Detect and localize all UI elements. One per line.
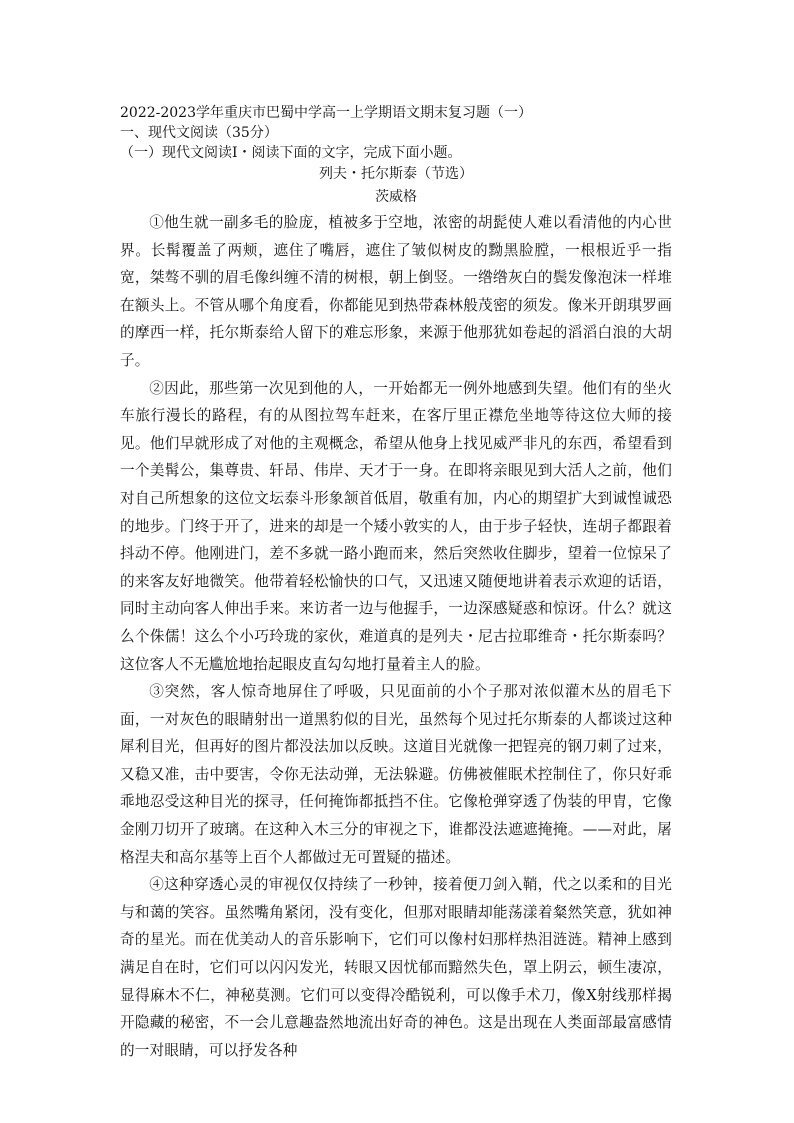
- section-heading: 一、现代文阅读（35分）: [120, 125, 278, 141]
- document-page: [120, 103, 672, 1064]
- paragraph-4: ④这种穿透心灵的审视仅仅持续了一秒钟，接着便刀剑入鞘，代之以柔和的目光与和蔼的笑容。虽然嘴角紧闭，没有变化，但那对眼睛却能荡漾着粲然笑意，犹如神奇的星光。而在优美动人的音乐影响下，它们可以像村妇那样热泪涟涟。精神上感到满足自在时，它们可以闪闪发光，转眼又因忧郁而黯然失色，罩上阴云，顿生凄凉，显得麻木不仁，神秘莫测。它们可以变得冷酷锐利，可以像手术刀，像X射线那样揭开隐藏的秘密，不一会儿意趣盎然地流出好奇的神色。这是出现在人类面部最富感情的一对眼睛，可以抒发各种: [120, 876, 672, 1059]
- article-title: 列夫・托尔斯泰（节选）: [319, 166, 473, 182]
- document-title: 2022-2023学年重庆市巴蜀中学高一上学期语文期末复习题（一）: [120, 105, 532, 121]
- paragraph-3: ③突然，客人惊奇地屏住了呼吸，只见面前的小个子那对浓似灌木丛的眉毛下面，一对灰色的眼睛射出一道黑豹似的目光，虽然每个见过托尔斯泰的人都谈过这种犀利目光，但再好的图片都没法加以反映。这道目光就像一把锃亮的钢刀刺了过来，又稳又准，击中要害，令你无法动弹，无法躲避。仿佛被催眠术控制住了，你只好乖乖地忍受这种目光的探寻，任何掩饰都抵挡不住。它像枪弹穿透了伪装的甲胄，它像金刚刀切开了玻璃。在这种入木三分的审视之下，谁都没法遮遮掩掩。——对此，屠格涅夫和高尔基等上百个人都做过无可置疑的描述。: [120, 683, 672, 866]
- paragraph-1: ①他生就一副多毛的脸庞，植被多于空地，浓密的胡髭使人难以看清他的内心世界。长髯覆盖了两颊，遮住了嘴唇，遮住了皱似树皮的黝黑脸膛，一根根近乎一指宽，桀骜不驯的眉毛像纠缠不清的树根，朝上倒竖。一绺绺灰白的鬓发像泡沫一样堆在额头上。不管从哪个角度看，你都能见到热带森林般茂密的须发。像米开朗琪罗画的摩西一样，托尔斯泰给人留下的难忘形象，来源于他那犹如卷起的滔滔白浪的大胡子。: [120, 214, 672, 369]
- subsection-heading: （一）现代文阅读Ⅰ・阅读下面的文字，完成下面小题。: [120, 145, 462, 161]
- article-author: 茨威格: [375, 189, 417, 205]
- paragraph-2: ②因此，那些第一次见到他的人，一开始都无一例外地感到失望。他们有的坐火车旅行漫长的路程，有的从图拉驾车赶来，在客厅里正襟危坐地等待这位大师的接见。他们早就形成了对他的主观概念，希望从他身上找见威严非凡的东西，希望看到一个美髯公，集尊贵、轩昂、伟岸、天才于一身。在即将亲眼见到大活人之前，他们对自己所想象的这位文坛泰斗形象颔首低眉，敬重有加，内心的期望扩大到诚惶诚恐的地步。门终于开了，进来的却是一个矮小敦实的人，由于步子轻快，连胡子都跟着抖动不停。他刚进门，差不多就一路小跑而来，然后突然收住脚步，望着一位惊呆了的来客友好地微笑。他带着轻松愉快的口气，又迅速又随便地讲着表示欢迎的话语，同时主动向客人伸出手来。来访者一边与他握手，一边深感疑惑和惊讶。什么？就这么个侏儒！这么个小巧玲珑的家伙，难道真的是列夫・尼古拉耶维奇・托尔斯泰吗？这位客人不无尴尬地抬起眼皮直勾勾地打量着主人的脸。: [120, 379, 672, 673]
- article-body: [120, 209, 672, 1064]
